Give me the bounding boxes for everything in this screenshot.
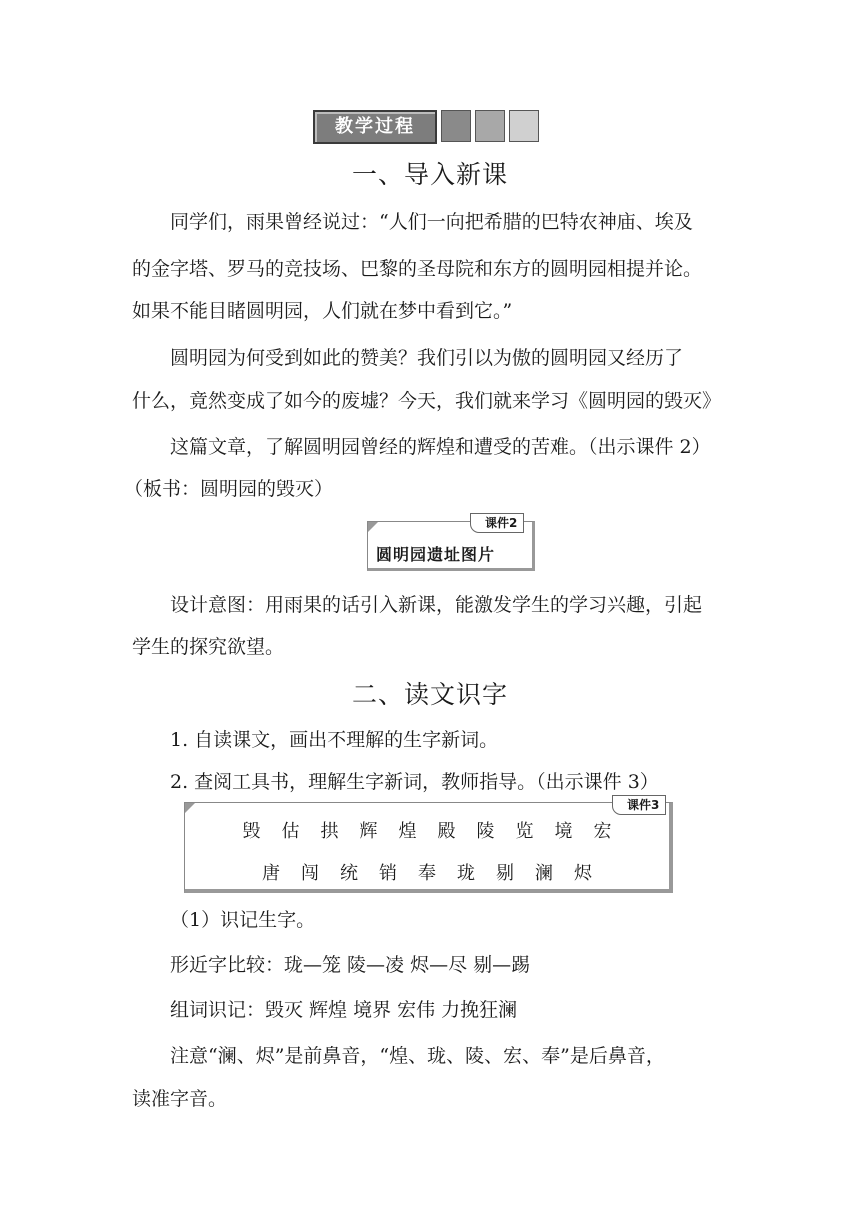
character: 览 xyxy=(515,821,534,842)
character: 辉 xyxy=(359,821,378,842)
character: 珑 xyxy=(457,863,475,884)
card-corner xyxy=(185,803,195,813)
paragraph-line: 设计意图：用雨果的话引入新课，能激发学生的学习兴趣，引起 xyxy=(170,594,703,616)
card-text: 圆明园遗址图片 xyxy=(376,545,496,564)
banner-box-mid xyxy=(475,110,505,142)
card-corner xyxy=(368,522,378,532)
character-row xyxy=(185,817,669,843)
character: 销 xyxy=(379,863,397,884)
character: 澜 xyxy=(535,863,553,884)
character: 唐 xyxy=(262,863,280,884)
character: 境 xyxy=(554,821,573,842)
section-heading: 二、读文识字 xyxy=(351,680,508,709)
paragraph-line: 形近字比较：珑—笼 陵—凌 烬—尽 剔—踢 xyxy=(170,954,531,976)
courseware-tag: 课件3 xyxy=(612,795,666,815)
character: 奉 xyxy=(418,863,436,884)
character: 烬 xyxy=(574,863,592,884)
paragraph-line: （板书：圆明园的毁灭） xyxy=(124,478,334,500)
character: 剔 xyxy=(496,863,514,884)
character: 统 xyxy=(340,863,358,884)
step-line: 2. 查阅工具书，理解生字新词，教师指导。（出示课件 3） xyxy=(170,771,659,793)
character: 毁 xyxy=(242,821,261,842)
character-row xyxy=(185,859,669,885)
character: 拱 xyxy=(320,821,339,842)
section-heading: 一、导入新课 xyxy=(351,160,508,189)
paragraph-line: 圆明园为何受到如此的赞美？我们引以为傲的圆明园又经历了 xyxy=(170,347,684,369)
paragraph-line: 同学们，雨果曾经说过：“人们一向把希腊的巴特农神庙、埃及 xyxy=(170,211,693,233)
character: 殿 xyxy=(437,821,456,842)
paragraph-line: 学生的探究欲望。 xyxy=(132,636,285,658)
character: 宏 xyxy=(593,821,612,842)
character: 煌 xyxy=(398,821,417,842)
paragraph-line: 注意“澜、烬”是前鼻音，“煌、珑、陵、宏、奉”是后鼻音， xyxy=(170,1045,665,1067)
sub-heading: （1）识记生字。 xyxy=(170,909,316,931)
paragraph-line: 什么，竟然变成了如今的废墟？今天，我们就来学习《圆明园的毁灭》 xyxy=(132,390,722,412)
paragraph-line: 组词识记：毁灭 辉煌 境界 宏伟 力挽狂澜 xyxy=(170,999,518,1021)
courseware-card xyxy=(184,802,673,893)
paragraph-line: 读准字音。 xyxy=(132,1088,228,1110)
courseware-tag: 课件2 xyxy=(470,513,524,533)
banner-box-dark xyxy=(441,110,471,142)
step-line: 1. 自读课文，画出不理解的生字新词。 xyxy=(170,729,499,751)
character: 闯 xyxy=(301,863,319,884)
banner-box-light xyxy=(509,110,539,142)
banner-label: 教学过程 xyxy=(313,110,437,144)
paragraph-line: 如果不能目睹圆明园，人们就在梦中看到它。” xyxy=(132,300,513,322)
character: 估 xyxy=(281,821,300,842)
paragraph-line: 这篇文章，了解圆明园曾经的辉煌和遭受的苦难。（出示课件 2） xyxy=(170,436,711,458)
character: 陵 xyxy=(476,821,495,842)
paragraph-line: 的金字塔、罗马的竞技场、巴黎的圣母院和东方的圆明园相提并论。 xyxy=(132,258,703,280)
